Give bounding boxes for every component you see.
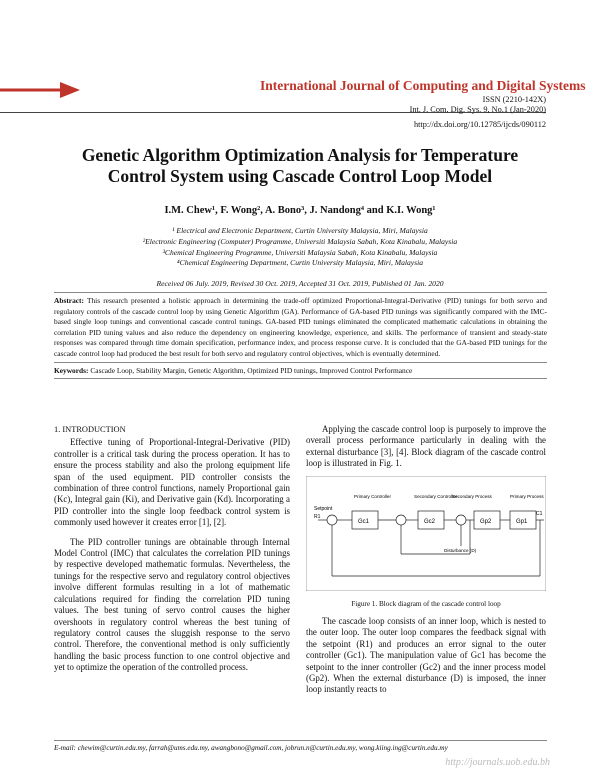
keywords-label: Keywords: (54, 366, 89, 375)
fig-secondary-controller: Secondary Controller (414, 494, 458, 499)
keywords-rule (54, 378, 547, 379)
figure-caption: Figure 1. Block diagram of the cascade control loop (351, 600, 501, 608)
fig-r1-label: R1 (314, 514, 321, 520)
affiliation-1: ¹ Electrical and Electronic Department, Curtin University Malaysia, Miri, Malaysia (172, 226, 428, 235)
fig-gc1: Gc1 (358, 519, 370, 525)
abstract-label: Abstract: (54, 296, 84, 305)
abstract (54, 296, 547, 359)
journal-logo (0, 76, 88, 104)
cascade-block-diagram (306, 476, 546, 591)
keywords-text: Cascade Loop, Stability Margin, Genetic Algorithm, Optimized PID tunings, Improved Control Performance (90, 366, 413, 375)
doi-link[interactable]: http://dx.doi.org/10.12785/ijcds/090112 (413, 120, 546, 129)
fig-secondary-process: Secondary Process (452, 494, 492, 499)
received-dates: Received 06 July. 2019, Revised 30 Oct. 2019, Accepted 31 Oct. 2019, Published 01 Jan. 2020 (156, 279, 444, 288)
citation: Int. J. Com. Dig. Sys. 9, No.1 (Jan-2020) (409, 105, 546, 114)
right-paragraph-2: The cascade loop consists of an inner loop, which is nested to the outer loop. The outer loop compares the feedback signal with the setpoint (R1) and produces an error signal to the outer controller (Gc1). The manipulation value of Gc1 has become the setpoint to the inner controller (Gc2) and the inner process model (Gp2). When the external disturbance (D) is imposed, the inner loop instantly reacts to (306, 616, 546, 695)
right-column-bottom (306, 616, 546, 704)
fig-primary-controller: Primary Controller (354, 494, 392, 499)
title-line-2: Control System using Cascade Control Loop Model (107, 166, 493, 186)
journal-name: International Journal of Computing and Digital Systems (260, 78, 586, 93)
left-column (54, 424, 290, 682)
author-emails: E-mail: chewim@curtin.edu.my, farrah@ums.edu.my, awangbono@gmail.com, jobrun.n@curtin.edu.my, wong.kiing.ing@curtin.edu.my (54, 744, 448, 752)
fig-gc2: Gc2 (424, 519, 436, 525)
fig-gp1: Gp1 (516, 519, 528, 525)
right-paragraph-1: Applying the cascade control loop is purposely to improve the overall process performance particularly in dealing with the external disturbance [3], [4]. Block diagram of the cascade control loop is illustrated in Fig. 1. (306, 424, 546, 469)
abstract-rule-mid (54, 362, 547, 363)
affiliations (40, 226, 560, 269)
authors: I.M. Chew¹, F. Wong², A. Bono³, J. Nandong⁴ and K.I. Wong¹ (164, 205, 436, 216)
fig-setpoint-label: Setpoint (314, 506, 333, 512)
paper-title (40, 145, 560, 187)
fig-c1: C1 (536, 511, 543, 517)
affiliation-4: ⁴Chemical Engineering Department, Curtin University Malaysia, Miri, Malaysia (176, 258, 424, 268)
footer-url[interactable]: http://journals.uob.edu.bh (445, 757, 550, 768)
fig-gp2: Gp2 (480, 519, 492, 525)
affiliation-2: ²Electronic Engineering (Computer) Programme, Universiti Malaysia Sabah, Kota Kinabalu, Malaysia (142, 236, 458, 246)
abstract-rule-top (54, 292, 547, 293)
right-column-top (306, 424, 546, 478)
fig-primary-process: Primary Process (510, 494, 544, 499)
keywords (54, 366, 547, 375)
intro-paragraph-1: Effective tuning of Proportional-Integral-Derivative (PID) controller is a critical task during the process operation. It has to ensure the process stability and also the prolong equipment life span of the used equipment. PID controller consists the combination of three control functions, namely Proportional gain (Kc), Integral gain (Ki), and Derivative gain (Kd). Incorporating a PID controller into the single loop feedback control system is commonly used however it creates error [1], [2]. (54, 437, 290, 528)
abstract-text: This research presented a holistic approach in determining the trade-off optimized Proportional-Integral-Derivative (PID) tunings for both servo and regulatory controls of the cascade control loop by using Genetic Algorithm (GA). Performance of GA-based PID tunings was significantly compared with the IMC-based single loop tunings and conventional cascade control tunings. GA-based PID tunings eliminated the complicated mathematic calculations in obtaining the correlation PID tuning values and also reduce the dependency on engineering knowledge, experience, and skills. The performance of transient and steady-state responses was compared through time domain specification, performance index, and process response curve. It is concluded that the GA-based PID tunings for the cascade control loop had produced the best result for both servo and regulatory control objectives, which is eventually determined. (54, 296, 547, 358)
fig-disturbance: Disturbance (D) (444, 548, 477, 553)
intro-paragraph-2: The PID controller tunings are obtainable through Internal Model Control (IMC) that calculates the correlation PID tunings by respective developed mathematic formulas. Nevertheless, the tunings for the respective servo and regulatory control objectives involve different formulas resulting in a lot of mathematic calculations required for finding the correlation PID tuning values. The best tuning of servo control causes the higher overshoots in regulatory control whereas the best tuning of regulatory control causes the sluggish response to the servo control. Therefore, the conventional method is only sufficiently handling the basic process function to one control objective and yet to optimize the operation of the controlled process. (54, 536, 290, 673)
issn: ISSN (2210-142X) (482, 95, 546, 104)
section-heading: 1. INTRODUCTION (54, 425, 126, 434)
title-line-1: Genetic Algorithm Optimization Analysis for Temperature (81, 145, 519, 165)
footer-rule (54, 740, 547, 741)
affiliation-3: ³Chemical Engineering Programme, Universiti Malaysia Sabah, Kota Kinabalu, Malaysia (162, 247, 438, 257)
